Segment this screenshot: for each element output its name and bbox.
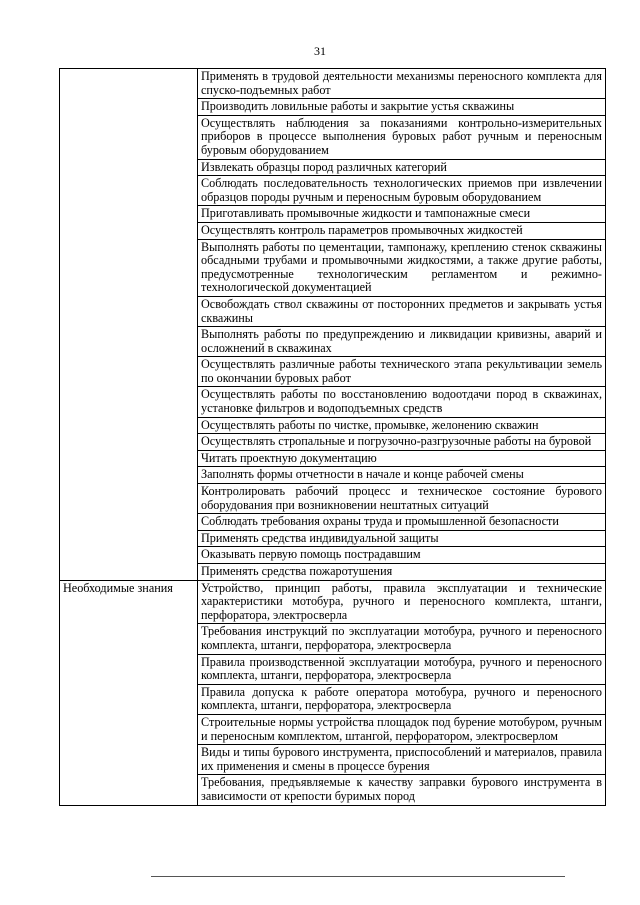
requirement-cell: Оказывать первую помощь пострадавшим [198, 547, 606, 564]
requirement-cell: Требования, предъявляемые к качеству заправки бурового инструмента в зависимости от крепости буримых пород [198, 775, 606, 805]
requirement-cell: Требования инструкций по эксплуатации мотобура, ручного и переносного комплекта, штанги, перфоратора, электросверла [198, 624, 606, 654]
requirement-cell: Осуществлять стропальные и погрузочно-разгрузочные работы на буровой [198, 434, 606, 451]
requirement-cell: Приготавливать промывочные жидкости и тампонажные смеси [198, 206, 606, 223]
skills-table [59, 68, 606, 806]
requirement-cell: Осуществлять различные работы технического этапа рекультивации земель по окончании буровых работ [198, 357, 606, 387]
requirement-cell: Выполнять работы по предупреждению и ликвидации кривизны, аварий и осложнений в скважинах [198, 327, 606, 357]
requirement-cell: Правила допуска к работе оператора мотобура, ручного и переносного комплекта, штанги, перфоратора, электросверла [198, 684, 606, 714]
requirement-cell: Применять в трудовой деятельности механизмы переносного комплекта для спуско-подъемных работ [198, 69, 606, 99]
requirement-cell: Осуществлять наблюдения за показаниями контрольно-измерительных приборов в процессе выполнения буровых работ ручным и переносным буровым оборудованием [198, 115, 606, 159]
section-label-knowledge: Необходимые знания [60, 580, 198, 805]
requirement-cell: Осуществлять работы по восстановлению водоотдачи пород в скважинах, установке фильтров и водоподъемных средств [198, 387, 606, 417]
requirement-cell: Правила производственной эксплуатации мотобура, ручного и переносного комплекта, штанги, перфоратора, электросверла [198, 654, 606, 684]
requirement-cell: Читать проектную документацию [198, 450, 606, 467]
requirement-cell: Применять средства индивидуальной защиты [198, 530, 606, 547]
requirement-cell: Осуществлять работы по чистке, промывке, желонению скважин [198, 417, 606, 434]
requirement-cell: Виды и типы бурового инструмента, приспособлений и материалов, правила их применения и смены в процессе бурения [198, 745, 606, 775]
requirement-cell: Соблюдать требования охраны труда и промышленной безопасности [198, 514, 606, 531]
section-label-skills [60, 69, 198, 581]
requirement-cell: Осуществлять контроль параметров промывочных жидкостей [198, 222, 606, 239]
requirement-cell: Выполнять работы по цементации, тампонажу, креплению стенок скважины обсадными трубами и промывочными жидкостями, а также другие работы, предусмотренные технологическим регламентом и режимно-технологической документацией [198, 239, 606, 296]
bottom-divider [151, 876, 565, 877]
requirement-cell: Заполнять формы отчетности в начале и конце рабочей смены [198, 467, 606, 484]
requirement-cell: Освобождать ствол скважины от посторонних предметов и закрывать устья скважины [198, 296, 606, 326]
table-row [60, 69, 606, 99]
requirement-cell: Применять средства пожаротушения [198, 564, 606, 581]
requirement-cell: Устройство, принцип работы, правила эксплуатации и технические характеристики мотобура, ручного и переносного комплекта, штанги, перфоратора, электросверла [198, 580, 606, 624]
requirement-cell: Соблюдать последовательность технологических приемов при извлечении образцов породы ручным и переносным буровым оборудованием [198, 176, 606, 206]
page-number: 31 [314, 44, 326, 58]
requirement-cell: Контролировать рабочий процесс и техническое состояние бурового оборудования при возникновении нештатных ситуаций [198, 484, 606, 514]
requirement-cell: Извлекать образцы пород различных категорий [198, 159, 606, 176]
table-row [60, 580, 606, 624]
table-body [60, 69, 606, 806]
requirement-cell: Производить ловильные работы и закрытие устья скважины [198, 99, 606, 116]
requirement-cell: Строительные нормы устройства площадок под бурение мотобуром, ручным и переносным комплектом, штангой, перфоратором, электросверлом [198, 714, 606, 744]
